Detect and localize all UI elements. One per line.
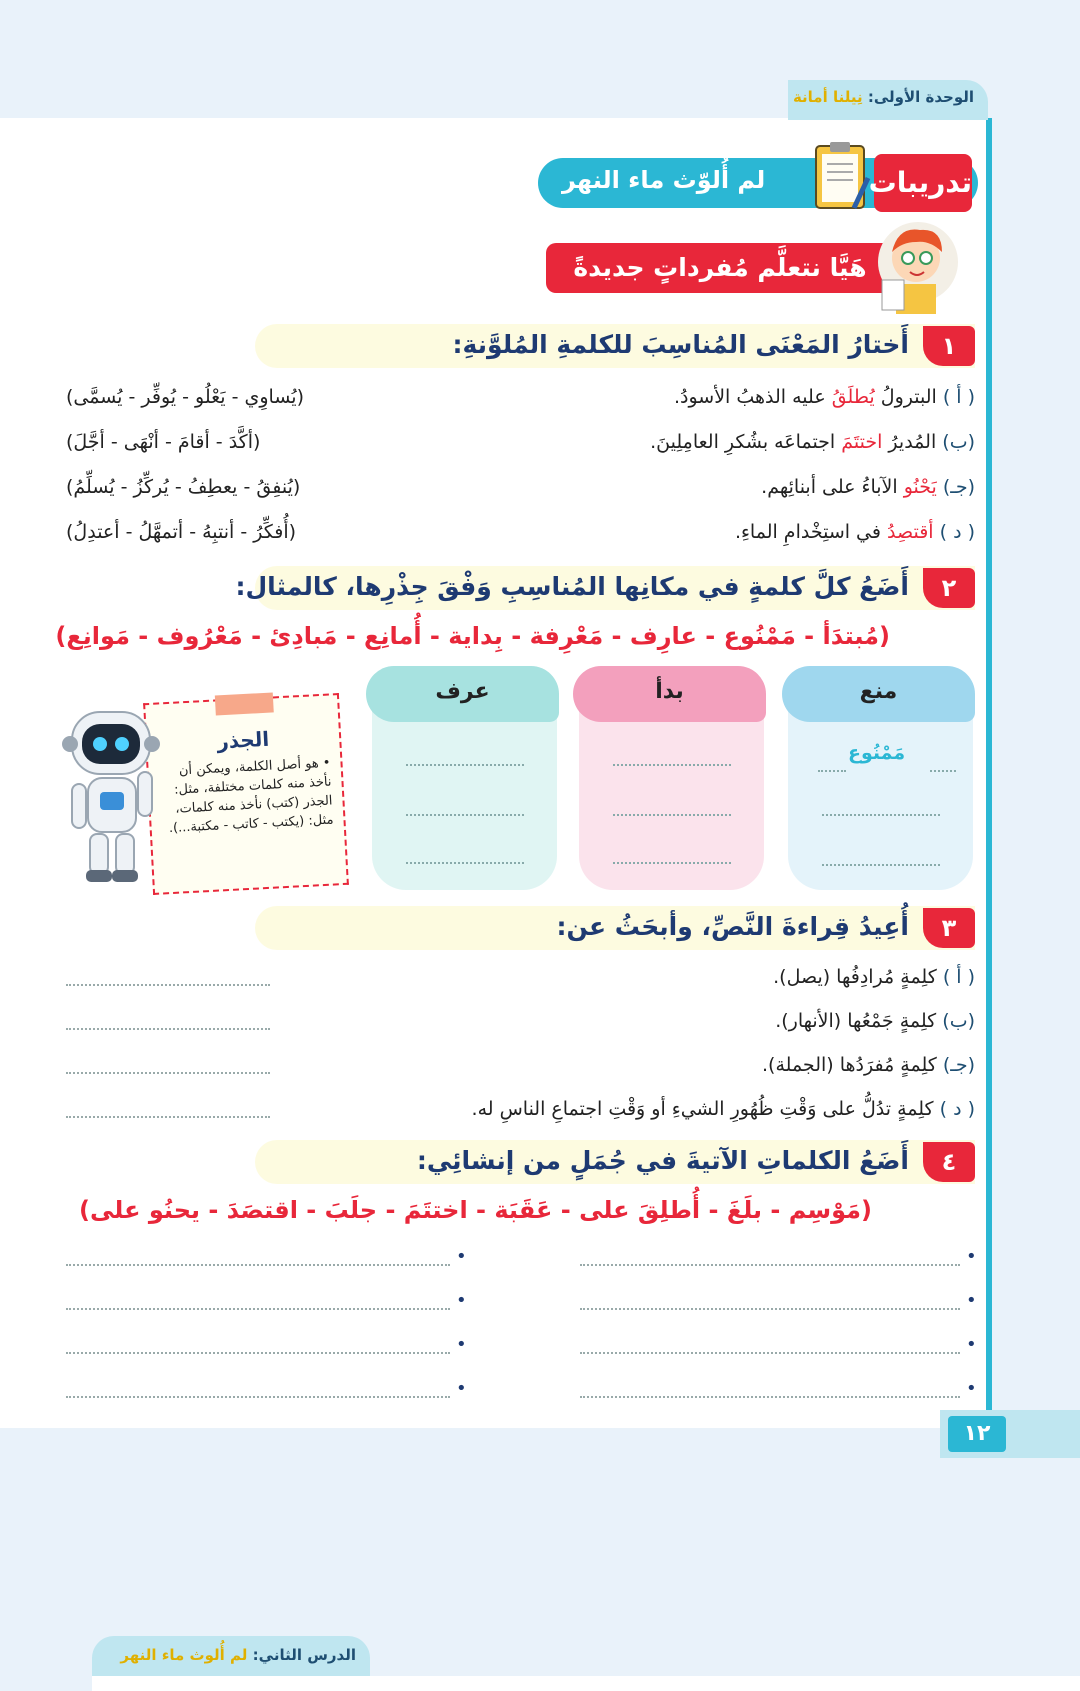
q3-item-a: ( أ ) كلِمةٍ مُرادِفُها (يصل).	[773, 966, 975, 988]
next-page-header-tab	[92, 1636, 370, 1680]
answer-line[interactable]	[406, 812, 524, 816]
answer-line[interactable]	[406, 762, 524, 766]
learn-vocabulary-banner: هَيَّا نتعلَّم مُفرداتٍ جديدةً	[546, 243, 894, 293]
lesson-banner	[538, 158, 978, 208]
root-column-3rf	[372, 672, 557, 890]
sentence-line[interactable]	[580, 1394, 960, 1398]
root-column-mn3	[788, 672, 973, 890]
question-3-number: ٣	[923, 908, 975, 948]
answer-line[interactable]	[66, 1026, 270, 1030]
sentence-line[interactable]	[580, 1306, 960, 1310]
root-header: منع	[782, 666, 975, 722]
answer-line[interactable]	[66, 1114, 270, 1118]
highlighted-word: يُطلَقُ	[831, 386, 875, 408]
q1-item-b: (ب) المُديرُ اختتَمَ اجتماعَه بشُكرِ العامِلِينَ.	[650, 431, 975, 453]
highlighted-word: يَحْنُو	[903, 476, 937, 498]
question-4-number: ٤	[923, 1142, 975, 1182]
unit-name: نِيلنا أمانة	[792, 88, 863, 106]
answer-line[interactable]	[613, 812, 731, 816]
question-1-number: ١	[923, 326, 975, 366]
question-4-bar	[255, 1140, 975, 1184]
exercises-tag: تدريبات	[874, 154, 972, 212]
answer-line[interactable]	[66, 982, 270, 986]
bullet: •	[456, 1378, 467, 1399]
bullet: •	[966, 1334, 977, 1355]
q4-word-bank: (مَوْسِم - بلَغَ - أُطلِقَ على - عَقَبَة - اختتَمَ - جلَبَ - اقتصَدَ - يحنُو على)	[79, 1196, 872, 1224]
q2-word-bank: (مُبتدَأ - مَمْنُوع - عارِف - مَعْرِفة - بِداية - أُمانِع - مَبادِئ - مَعْرُوف - مَوانِع)	[55, 622, 890, 650]
answer-line[interactable]	[613, 762, 731, 766]
bullet: •	[456, 1246, 467, 1267]
unit-label: الوحدة الأولى:	[867, 88, 974, 106]
page-number-tab	[940, 1410, 1080, 1458]
q3-item-c: (جـ) كلِمةٍ مُفرَدُها (الجملة).	[762, 1054, 975, 1076]
question-2-bar	[235, 566, 975, 610]
next-page-top	[92, 1676, 1080, 1691]
example-answer: مَمْنُوع	[848, 742, 906, 764]
highlighted-word: أقتصِدُ	[887, 521, 934, 543]
sentence-line[interactable]	[66, 1394, 450, 1398]
question-3-bar	[255, 906, 975, 950]
sentence-line[interactable]	[66, 1262, 450, 1266]
note-title: الجذر	[216, 726, 270, 754]
lesson-label: الدرس الثاني:	[252, 1646, 356, 1664]
answer-line[interactable]	[818, 768, 846, 772]
question-1-bar	[255, 324, 975, 368]
answer-line[interactable]	[822, 812, 940, 816]
clipboard-icon	[810, 138, 872, 214]
bullet: •	[966, 1378, 977, 1399]
lesson-title: لم أُلوّث ماء النهر	[562, 166, 766, 194]
answer-line[interactable]	[613, 860, 731, 864]
q1-options-b: (أكَّدَ - أقامَ - أنْهَى - أجَّلَ)	[66, 431, 261, 453]
sentence-line[interactable]	[580, 1350, 960, 1354]
highlighted-word: اختتَمَ	[841, 431, 883, 453]
sentence-line[interactable]	[66, 1350, 450, 1354]
answer-line[interactable]	[930, 768, 956, 772]
lesson-name: لم أُلوث ماء النهر	[120, 1646, 248, 1664]
boy-illustration-icon	[868, 218, 972, 318]
q3-item-b: (ب) كلِمةٍ جَمْعُها (الأنهار).	[775, 1010, 975, 1032]
tape-decoration	[215, 692, 274, 715]
robot-illustration-icon	[60, 708, 172, 888]
question-4-instruction: أَضَعُ الكلماتِ الآتيةَ في جُمَلٍ من إنشائِي:	[416, 1146, 909, 1175]
note-body: • هو أصل الكلمة، ويمكن أن نأخذ منه كلمات مختلفة، مثل: الجذر (كتب) نأخذ منه كلمات، مثل: (يكتب - كاتب - مكتبة...).	[168, 755, 334, 837]
q1-item-c: (جـ) يَحْنُو الآباءُ على أبنائِهم.	[761, 476, 975, 498]
bullet: •	[456, 1290, 467, 1311]
root-header: عرف	[366, 666, 559, 722]
answer-line[interactable]	[822, 862, 940, 866]
question-2-instruction: أَضَعُ كلَّ كلمةٍ في مكانِها المُناسِبِ وَفْقَ جِذْرِها، كالمثال:	[235, 572, 909, 601]
q1-options-c: (يُنفِقُ - يعطِفُ - يُركِّزُ - يُسلِّمُ)	[66, 476, 301, 498]
sentence-line[interactable]	[66, 1306, 450, 1310]
q1-item-d: ( د ) أقتصِدُ في استِخْدامِ الماءِ.	[734, 521, 975, 543]
q1-options-d: (أُفكِّرُ - أنتبِهُ - أتمهَّلُ - أعتدِلُ)	[66, 521, 297, 543]
q3-item-d: ( د ) كلِمةٍ تدُلُّ على وَقْتِ ظُهُورِ الشيءِ أو وَقْتِ اجتماعِ الناسِ له.	[471, 1098, 975, 1120]
root-definition-note	[143, 693, 349, 895]
unit-tab	[788, 80, 988, 120]
page-number: ١٢	[948, 1416, 1006, 1452]
bullet: •	[966, 1246, 977, 1267]
bullet: •	[966, 1290, 977, 1311]
sentence-line[interactable]	[580, 1262, 960, 1266]
page-edge-stripe	[986, 118, 992, 1428]
bullet: •	[456, 1334, 467, 1355]
question-3-instruction: أُعِيدُ قِراءةَ النَّصِّ، وأبحَثُ عن:	[556, 912, 909, 941]
question-1-instruction: أَختارُ المَعْنَى المُناسِبَ للكلمةِ المُلوَّنةِ:	[452, 330, 909, 359]
q1-item-a: ( أ ) البترولُ يُطلَقُ عليه الذهبُ الأسودُ.	[673, 386, 975, 408]
answer-line[interactable]	[66, 1070, 270, 1074]
q1-options-a: (يُساوِي - يَعْلُو - يُوفِّر - يُسمَّى)	[66, 386, 304, 408]
root-header: بدأ	[573, 666, 766, 722]
question-2-number: ٢	[923, 568, 975, 608]
root-column-bd2	[579, 672, 764, 890]
answer-line[interactable]	[406, 860, 524, 864]
